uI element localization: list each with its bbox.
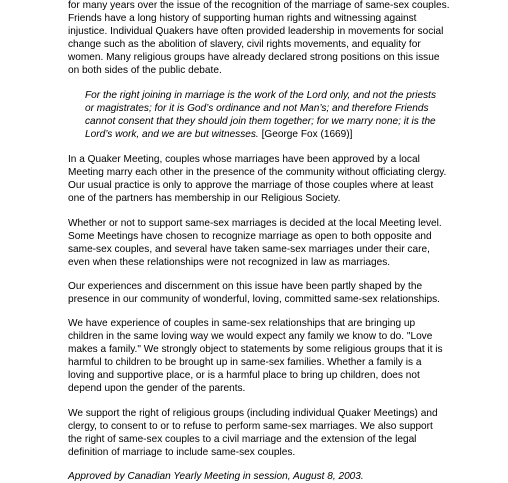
text-line: makes a family." We strongly object to statements by some religious groups that it is bbox=[68, 344, 443, 355]
text-line: Whether or not to support same-sex marriages is decided at the local Meeting level. bbox=[68, 218, 442, 229]
text-line: the right of same-sex couples to a civil marriage and the extension of the legal bbox=[68, 434, 417, 445]
text-line: We support the right of religious groups (including individual Quaker Meetings) and bbox=[68, 408, 438, 419]
quote-line: Lord’s work, and we are but witnesses. bbox=[85, 129, 259, 140]
text-line: clergy, to consent to or to refuse to perform same-sex marriages. We also support bbox=[68, 421, 433, 432]
text-line: women. Many religious groups have already declared strong positions on this issue bbox=[68, 52, 440, 63]
text-line: Meeting marry each other in the presence of the community without officiating clergy. bbox=[68, 167, 447, 178]
text-line: Approved by Canadian Yearly Meeting in session, August 8, 2003. bbox=[68, 471, 364, 482]
text-line: depend upon the gender of the parents. bbox=[68, 383, 246, 394]
quote-line: For the right joining in marriage is the work of the Lord only, and not the priests bbox=[85, 90, 437, 101]
text-line: presence in our community of wonderful, loving, committed same-sex relationships. bbox=[68, 294, 440, 305]
text-line: change such as the abolition of slavery, civil rights movements, and equality for bbox=[68, 39, 421, 50]
text-line: same-sex couples, and several have taken same-sex marriages under their care, bbox=[68, 244, 430, 255]
text-line: We have experience of couples in same-sex relationships that are bringing up bbox=[68, 318, 416, 329]
quote-line: cannot consent that they should join them together; for we marry none; it is the bbox=[85, 116, 436, 127]
text-line: Friends have a long history of supporting human rights and witnessing against bbox=[68, 13, 417, 24]
text-line: Our experiences and discernment on this issue have been partly shaped by the bbox=[68, 281, 423, 292]
text-line: definition of marriage to include same-sex couples. bbox=[68, 447, 296, 458]
text-line: Our usual practice is only to approve the marriage of those couples where at least bbox=[68, 180, 434, 191]
text-line: loving and supportive place, or is a harmful place to bring up children, does not bbox=[68, 370, 420, 381]
quote-line: or magistrates; for it is God’s ordinance and not Man’s; and therefore Friends bbox=[85, 103, 429, 114]
quote-last-line bbox=[85, 128, 352, 141]
text-line: even when these relationships were not recognized in law as marriages. bbox=[68, 257, 391, 268]
text-line: injustice. Individual Quakers have often provided leadership in movements for social bbox=[68, 26, 444, 37]
text-line: In a Quaker Meeting, couples whose marriages have been approved by a local bbox=[68, 154, 420, 165]
text-line: children in the same loving way we would expect any family we know to do. "Love bbox=[68, 331, 433, 342]
text-line: one of the partners has membership in our Religious Society. bbox=[68, 193, 341, 204]
text-line: harmful to children to be brought up in same-sex families. Whether a family is a bbox=[68, 357, 422, 368]
text-line: Some Meetings have chosen to recognize marriage as open to both opposite and bbox=[68, 231, 432, 242]
text-line: on both sides of the public debate. bbox=[68, 65, 222, 76]
quote-citation: [George Fox (1669)] bbox=[261, 129, 353, 140]
text-line: for many years over the issue of the recognition of the marriage of same-sex couples. bbox=[68, 0, 450, 11]
